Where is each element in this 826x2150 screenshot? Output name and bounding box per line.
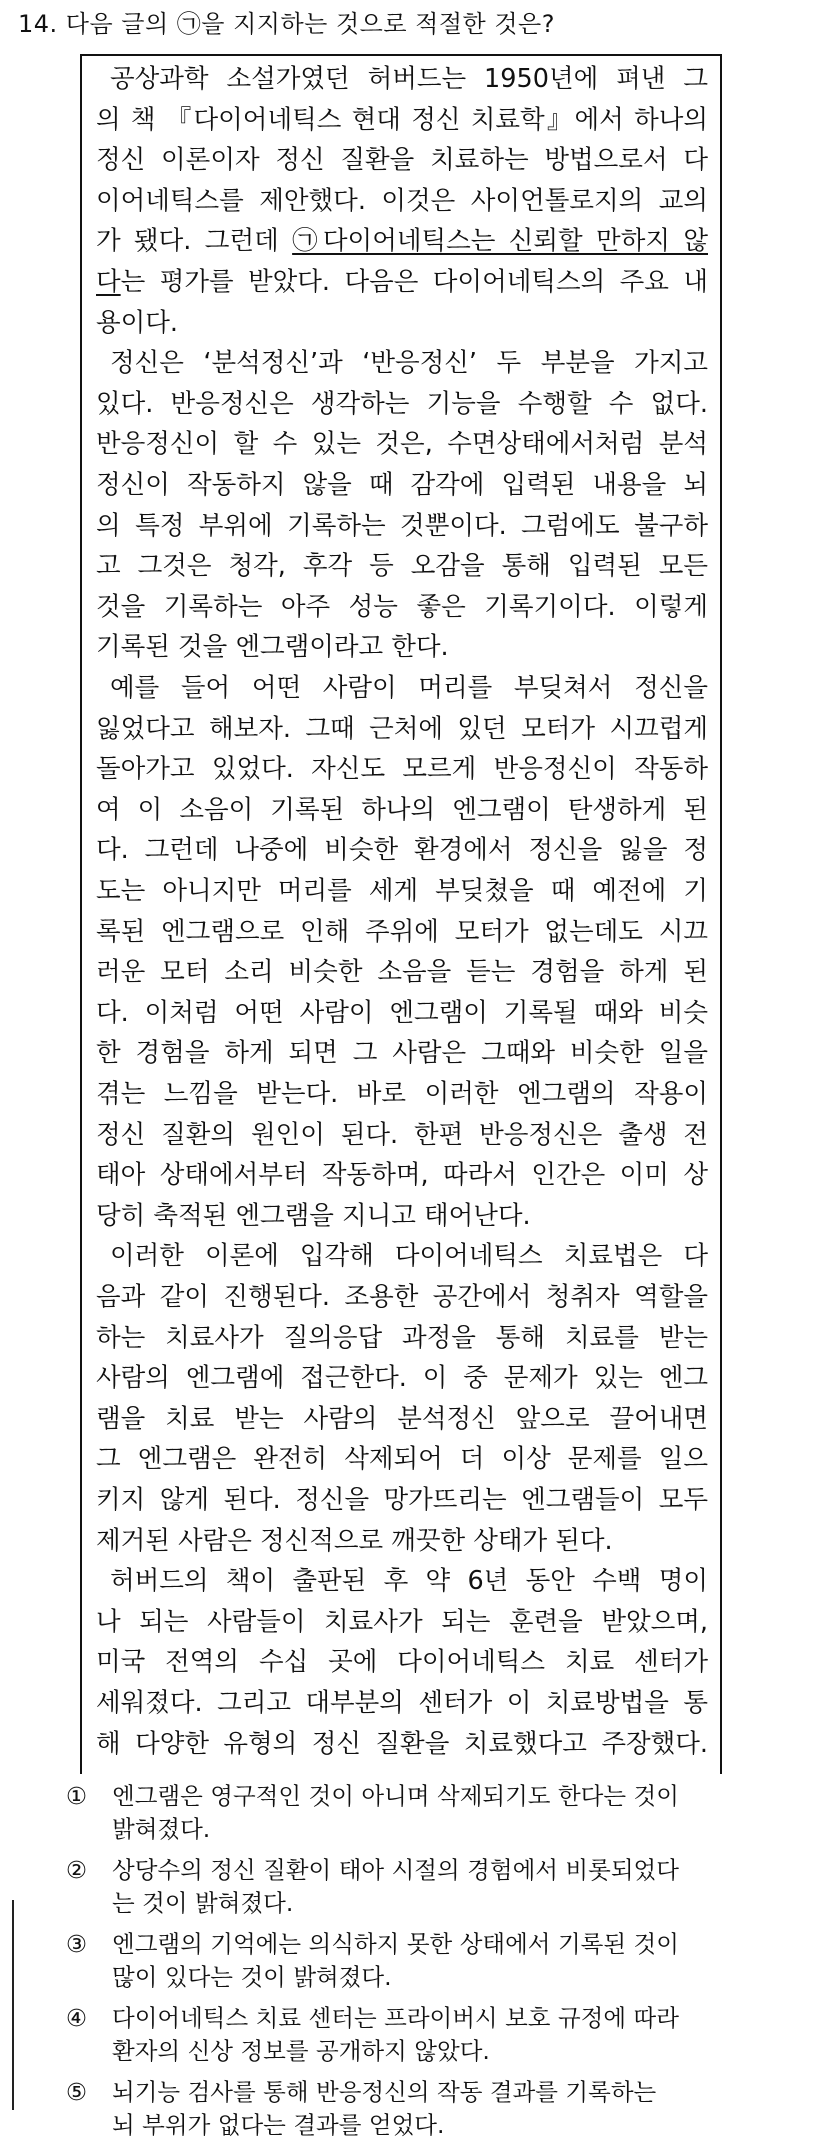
passage-line-text: 다. 이처럼 어떤 사람이 엔그램이 기록될 때와 비슷 xyxy=(96,997,708,1028)
passage-line-text: 한 경험을 하게 되면 그 사람은 그때와 비슷한 일을 xyxy=(96,1038,708,1069)
passage-line-text: 이어네틱스를 제안했다. 이것은 사이언톨로지의 교의 xyxy=(96,185,708,216)
passage-line xyxy=(96,1522,708,1560)
passage-line xyxy=(96,1481,708,1519)
passage-line-text: 도는 아니지만 머리를 세게 부딪쳤을 때 예전에 기 xyxy=(96,876,708,906)
passage-line-text: 허버드의 책이 출판된 후 약 6년 동안 수백 명이 xyxy=(110,1566,708,1597)
choice-text xyxy=(112,1780,786,1846)
answer-choices xyxy=(66,1780,786,2150)
passage-line xyxy=(96,1643,708,1681)
passage-line xyxy=(96,1116,708,1154)
passage-line xyxy=(96,1440,708,1478)
passage-line xyxy=(96,1725,708,1763)
passage-line-text: 러운 모터 소리 비슷한 소음을 듣는 경험을 하게 된 xyxy=(96,957,708,988)
answer-choice-2[interactable] xyxy=(66,1854,786,1920)
choice-text xyxy=(112,1928,786,1994)
passage-line-text: 정신은 ‘분석정신’과 ‘반응정신’ 두 부분을 가지고 xyxy=(110,348,708,379)
choice-text-line: 엔그램은 영구적인 것이 아니며 삭제되기도 한다는 것이 xyxy=(112,1782,679,1810)
passage-line xyxy=(96,385,708,423)
choice-text xyxy=(112,2002,786,2068)
passage-line-text: 것을 기록하는 아주 성능 좋은 기록기이다. 이렇게 xyxy=(96,591,708,622)
choice-text-line: 엔그램의 기억에는 의식하지 못한 상태에서 기록된 것이 xyxy=(112,1930,679,1958)
passage-line xyxy=(96,994,708,1032)
passage-line xyxy=(96,60,708,98)
passage-line-text: 나 되는 사람들이 치료사가 되는 훈련을 받았으며, xyxy=(96,1606,708,1637)
passage-line-text: 키지 않게 된다. 정신을 망가뜨리는 엔그램들이 모두 xyxy=(96,1485,708,1515)
passage-line-text: 정신 질환의 원인이 된다. 한편 반응정신은 출생 전 xyxy=(96,1119,708,1150)
choice-number: ④ xyxy=(66,2004,88,2032)
passage-line xyxy=(96,1034,708,1072)
passage-line xyxy=(96,466,708,504)
answer-choice-3[interactable] xyxy=(66,1928,786,1994)
passage-line xyxy=(96,628,708,666)
passage-line-text: 해 다양한 유형의 정신 질환을 치료했다고 주장했다. xyxy=(96,1728,708,1759)
choice-text-line: 뇌 부위가 없다는 결과를 얻었다. xyxy=(112,2111,445,2139)
passage-line xyxy=(96,750,708,788)
passage-line xyxy=(96,831,708,869)
passage-line xyxy=(96,1400,708,1438)
passage-line-text: 그 엔그램은 완전히 삭제되어 더 이상 문제를 일으 xyxy=(96,1444,708,1475)
passage-line xyxy=(96,588,708,626)
choice-text-line: 많이 있다는 것이 밝혀졌다. xyxy=(112,1963,392,1991)
choice-text-line: 는 것이 밝혀졌다. xyxy=(112,1889,294,1917)
passage-line-text: 의 특정 부위에 기록하는 것뿐이다. 그럼에도 불구하 xyxy=(96,510,708,541)
passage-line xyxy=(96,425,708,463)
passage-line-text: 겪는 느낌을 받는다. 바로 이러한 엔그램의 작용이 xyxy=(96,1079,708,1109)
passage-line xyxy=(96,669,708,707)
passage-line xyxy=(96,101,708,139)
passage-line xyxy=(96,1562,708,1600)
choice-text-line: 상당수의 정신 질환이 태아 시절의 경험에서 비롯되었다 xyxy=(112,1856,679,1884)
choice-text-line: 환자의 신상 정보를 공개하지 않았다. xyxy=(112,2037,490,2065)
passage-line-text: 용이다. xyxy=(96,307,179,338)
passage-line-text: 제거된 사람은 정신적으로 깨끗한 상태가 된다. xyxy=(96,1525,613,1556)
passage-line xyxy=(96,1319,708,1357)
passage-line-text: 예를 들어 어떤 사람이 머리를 부딪쳐서 정신을 xyxy=(110,673,708,703)
passage-line-text: 의 책 『다이어네틱스 현대 정신 치료학』에서 하나의 xyxy=(96,104,708,135)
passage-line-text: 있다. 반응정신은 생각하는 기능을 수행할 수 없다. xyxy=(96,388,708,419)
question-title: 14. 다음 글의 ㉠을 지지하는 것으로 적절한 것은? xyxy=(18,10,555,38)
passage-line xyxy=(96,263,708,301)
passage-line-text: 공상과학 소설가였던 허버드는 1950년에 펴낸 그 xyxy=(110,64,708,94)
passage-line xyxy=(96,1075,708,1113)
choice-number: ① xyxy=(66,1782,88,1810)
choice-number: ② xyxy=(66,1856,88,1884)
passage-line-text: 램을 치료 받는 사람의 분석정신 앞으로 끌어내면 xyxy=(96,1403,708,1434)
passage-line-text: 돌아가고 있었다. 자신도 모르게 반응정신이 작동하 xyxy=(96,754,708,785)
choice-number: ③ xyxy=(66,1930,88,1958)
choice-number: ⑤ xyxy=(66,2078,88,2106)
underlined-claim-b: 다 xyxy=(96,267,121,297)
choice-text xyxy=(112,1854,786,1920)
passage-line-text: 록된 엔그램으로 인해 주위에 모터가 없는데도 시끄 xyxy=(96,916,708,947)
passage-line xyxy=(96,182,708,220)
passage-line-text: 정신 이론이자 정신 질환을 치료하는 방법으로서 다 xyxy=(96,145,708,176)
passage-line xyxy=(96,222,708,260)
passage-line-text: 기록된 것을 엔그램이라고 한다. xyxy=(96,632,449,663)
passage-box xyxy=(80,54,722,1774)
passage-line-text: 정신이 작동하지 않을 때 감각에 입력된 내용을 뇌 xyxy=(96,470,708,500)
answer-choice-5[interactable] xyxy=(66,2076,786,2142)
underlined-claim-a: ㉠다이어네틱스는 신뢰할 만하지 않 xyxy=(292,226,708,257)
passage-line-text: 세워졌다. 그리고 대부분의 센터가 이 치료방법을 통 xyxy=(96,1688,708,1718)
choice-text-line: 뇌기능 검사를 통해 반응정신의 작동 결과를 기록하는 xyxy=(112,2078,657,2106)
passage-line xyxy=(96,304,708,342)
passage-line-text: 잃었다고 해보자. 그때 근처에 있던 모터가 시끄럽게 xyxy=(96,713,708,744)
passage-line-text: 는 평가를 받았다. 다음은 다이어네틱스의 주요 내 xyxy=(120,267,708,297)
answer-choice-1[interactable] xyxy=(66,1780,786,1846)
choice-text xyxy=(112,2076,786,2142)
passage-line xyxy=(96,791,708,829)
passage-line-text: 사람의 엔그램에 접근한다. 이 중 문제가 있는 엔그 xyxy=(96,1363,708,1394)
passage-line xyxy=(96,344,708,382)
passage-line xyxy=(96,953,708,991)
passage-line xyxy=(96,1237,708,1275)
passage-line-text: 고 그것은 청각, 후각 등 오감을 통해 입력된 모든 xyxy=(96,551,708,582)
passage-line xyxy=(96,1603,708,1641)
passage-line-text: 여 이 소음이 기록된 하나의 엔그램이 탄생하게 된 xyxy=(96,794,708,825)
passage-line xyxy=(96,507,708,545)
passage-line xyxy=(96,913,708,951)
passage-line-text: 음과 같이 진행된다. 조용한 공간에서 청취자 역할을 xyxy=(96,1282,708,1312)
choice-text-line: 밝혀졌다. xyxy=(112,1815,211,1843)
passage-line xyxy=(96,710,708,748)
choice-text-line: 다이어네틱스 치료 센터는 프라이버시 보호 규정에 따라 xyxy=(112,2004,679,2032)
passage-line xyxy=(96,872,708,910)
passage-line-text: 반응정신이 할 수 있는 것은, 수면상태에서처럼 분석 xyxy=(96,429,708,460)
passage-line-text: 이러한 이론에 입각해 다이어네틱스 치료법은 다 xyxy=(110,1241,708,1272)
passage-line xyxy=(96,141,708,179)
passage-line-text: 태아 상태에서부터 작동하며, 따라서 인간은 이미 상 xyxy=(96,1160,708,1191)
passage-line-text: 가 됐다. 그런데 xyxy=(96,226,293,257)
passage-line xyxy=(96,1156,708,1194)
passage-line xyxy=(96,1197,708,1235)
page-margin-rule xyxy=(12,1900,14,2110)
passage-line-text: 하는 치료사가 질의응답 과정을 통해 치료를 받는 xyxy=(96,1322,708,1353)
passage-line-text: 다. 그런데 나중에 비슷한 환경에서 정신을 잃을 정 xyxy=(96,835,708,866)
passage-line xyxy=(96,1684,708,1722)
answer-choice-4[interactable] xyxy=(66,2002,786,2068)
passage-line xyxy=(96,547,708,585)
passage-line-text: 미국 전역의 수십 곳에 다이어네틱스 치료 센터가 xyxy=(96,1647,708,1678)
passage-line xyxy=(96,1359,708,1397)
passage-line xyxy=(96,1278,708,1316)
passage-line-text: 당히 축적된 엔그램을 지니고 태어난다. xyxy=(96,1200,531,1231)
